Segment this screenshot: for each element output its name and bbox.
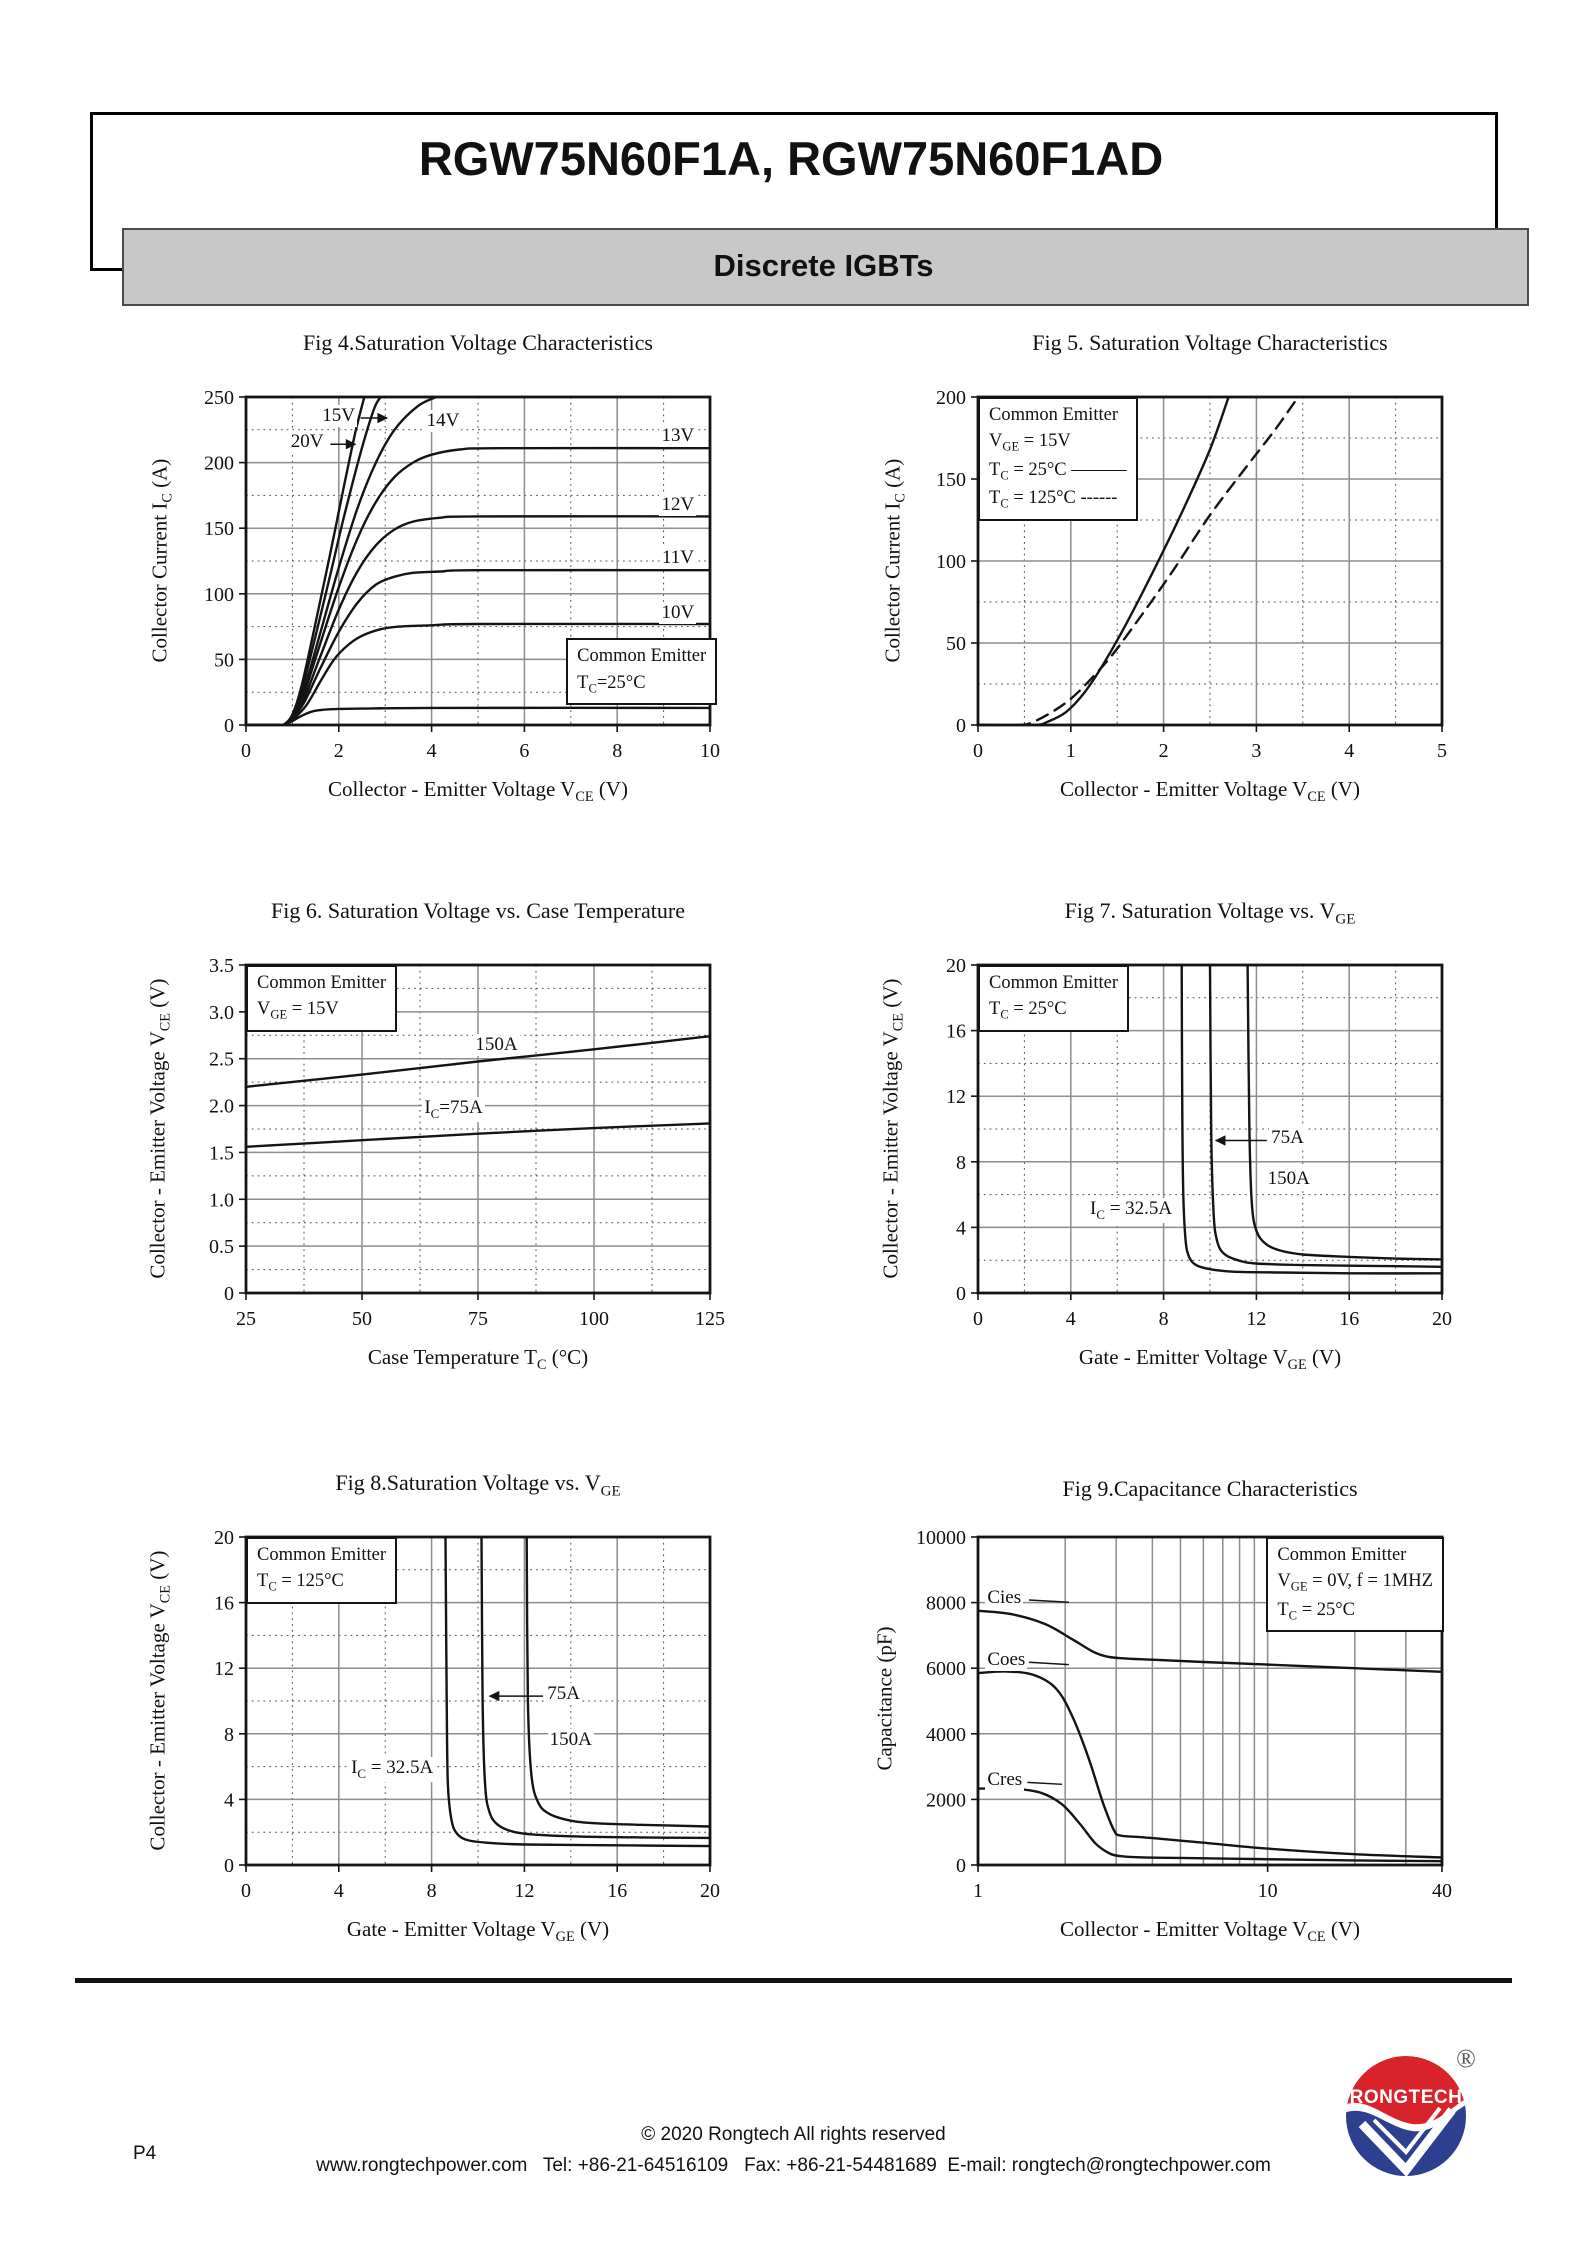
- x-tick-label: 10: [700, 740, 720, 762]
- fig8-title: Fig 8.Saturation Voltage vs. $V_{GE}$: [335, 1470, 621, 1500]
- x-tick-label: 1: [973, 1880, 983, 1902]
- copyright-line: © 2020 Rongtech All rights reserved: [641, 2124, 946, 2145]
- y-tick-label: 16: [214, 1592, 234, 1615]
- x-tick-label: 0: [973, 1308, 983, 1330]
- y-tick-label: 3.0: [209, 1001, 234, 1024]
- y-tick-label: 20: [946, 955, 966, 977]
- x-tick-label: 125: [695, 1308, 725, 1330]
- legend-line: Common Emitter: [1277, 1545, 1407, 1565]
- arrowhead-icon: [377, 413, 388, 423]
- fig6-x-axis-label: Case Temperature $T_C$ (°C): [367, 1345, 589, 1374]
- curve-label: 15V: [322, 404, 355, 426]
- y-tick-label: 16: [946, 1020, 966, 1043]
- curve-label: 10V: [661, 601, 695, 623]
- y-tick-label: 0: [224, 1283, 234, 1305]
- legend-box: [978, 965, 1129, 1032]
- y-tick-label: 2.0: [209, 1095, 234, 1118]
- x-tick-label: 8: [1158, 1308, 1169, 1330]
- annotation-line: [1029, 1662, 1069, 1664]
- subtitle-text: Discrete IGBTs: [713, 248, 934, 283]
- y-tick-label: 0.5: [209, 1236, 234, 1259]
- series-VGE=14V: [246, 397, 436, 726]
- x-tick-label: 0: [973, 740, 983, 762]
- fig7-x-axis-label: Gate - Emitter Voltage $V_{GE}$ (V): [1078, 1345, 1342, 1374]
- logo-wordmark: RONGTECH: [1349, 2087, 1463, 2108]
- legend-line: Common Emitter: [257, 973, 386, 993]
- y-tick-label: 6000: [926, 1658, 966, 1681]
- legend-line: Common Emitter: [989, 973, 1118, 993]
- curve-label: $I_C = 32.5A$: [1090, 1198, 1173, 1222]
- x-tick-label: 20: [700, 1880, 720, 1902]
- y-tick-label: 4: [956, 1217, 966, 1240]
- legend-line: $T_C = 125^\circ C$ ------: [989, 488, 1118, 512]
- curve-label: Coes: [987, 1649, 1026, 1671]
- y-tick-label: 4: [224, 1789, 234, 1812]
- fig6-title: Fig 6. Saturation Voltage vs. Case Temperature: [271, 898, 685, 923]
- y-tick-label: 150: [204, 518, 234, 541]
- legend-box: [246, 965, 397, 1032]
- x-tick-label: 100: [579, 1308, 609, 1330]
- y-tick-label: 0: [956, 715, 966, 737]
- legend-line: Common Emitter: [577, 646, 707, 667]
- fig8-y-axis-label: Collector - Emitter Voltage $V_{CE}$ (V): [145, 1550, 174, 1851]
- y-tick-label: 4000: [926, 1723, 966, 1746]
- series-IC=150A: [527, 1537, 710, 1827]
- x-tick-label: 3: [1251, 740, 1262, 762]
- fig8-x-axis-label: Gate - Emitter Voltage $V_{GE}$ (V): [346, 1917, 610, 1946]
- fig5-x-axis-label: Collector - Emitter Voltage $V_{CE}$ (V): [1060, 777, 1360, 806]
- annotation-line: [1027, 1782, 1062, 1784]
- legend-box: [566, 638, 717, 705]
- legend-box: [246, 1537, 397, 1604]
- y-tick-label: 0: [224, 1855, 234, 1877]
- y-tick-label: 1.5: [209, 1142, 234, 1165]
- x-tick-label: 16: [607, 1880, 628, 1902]
- legend-line: $V_{GE} = 15V$: [257, 999, 339, 1022]
- curve-label: Cies: [987, 1586, 1022, 1608]
- x-tick-label: 5: [1437, 740, 1447, 762]
- x-tick-label: 0: [241, 740, 251, 762]
- curve-label: 150A: [549, 1729, 592, 1750]
- curve-label: 75A: [547, 1683, 580, 1705]
- x-tick-label: 4: [426, 740, 437, 762]
- part-number-title: RGW75N60F1A, RGW75N60F1AD: [418, 132, 1164, 185]
- y-tick-label: 50: [214, 649, 234, 672]
- x-tick-label: 8: [426, 1880, 437, 1902]
- y-tick-label: 10000: [916, 1527, 966, 1549]
- x-tick-label: 75: [468, 1308, 488, 1330]
- y-tick-label: 20: [214, 1527, 234, 1549]
- arrowhead-icon: [489, 1691, 500, 1701]
- fig9-y-axis-label: Capacitance (pF): [872, 1626, 897, 1771]
- fig4-y-axis-label: Collector Current $I_C$ (A): [147, 458, 176, 663]
- rongtech-logo: [1338, 2044, 1488, 2194]
- x-tick-label: 12: [514, 1880, 535, 1902]
- legend-line: $T_C = 25^\circ C$: [989, 999, 1067, 1022]
- legend-box: [1266, 1537, 1444, 1632]
- curve-label: $I_C=75A$: [424, 1097, 483, 1122]
- legend-line: $T_C=25^\circ C$: [577, 672, 646, 696]
- y-tick-label: 0: [224, 715, 234, 737]
- y-tick-label: 100: [936, 551, 966, 573]
- series-IC=75A: [482, 1537, 711, 1838]
- y-tick-label: 200: [204, 452, 234, 475]
- y-tick-label: 12: [946, 1086, 966, 1109]
- curve-label: 12V: [661, 494, 695, 516]
- y-tick-label: 2.5: [209, 1048, 234, 1071]
- x-tick-label: 2: [1158, 740, 1169, 762]
- fig4-x-axis-label: Collector - Emitter Voltage $V_{CE}$ (V): [328, 777, 628, 806]
- series-IC=75A: [1210, 965, 1442, 1267]
- legend-line: $T_C = 125^\circ C$: [257, 1571, 344, 1594]
- page-number: P4: [133, 2143, 157, 2164]
- legend-box: [978, 397, 1138, 521]
- legend-line: $T_C = 25^\circ C$: [1277, 1599, 1355, 1623]
- curve-label: 150A: [1267, 1168, 1310, 1190]
- fig4-title: Fig 4.Saturation Voltage Characteristics: [303, 330, 653, 355]
- x-tick-label: 2: [333, 740, 344, 762]
- x-tick-label: 4: [1344, 740, 1355, 762]
- x-tick-label: 8: [612, 740, 623, 762]
- legend-line: Common Emitter: [257, 1545, 386, 1565]
- footer-rule: [75, 1978, 1512, 1983]
- x-tick-label: 50: [352, 1308, 372, 1330]
- x-tick-label: 10: [1257, 1880, 1278, 1902]
- curve-label: 11V: [661, 546, 694, 568]
- curve-label: 14V: [426, 410, 460, 432]
- y-tick-label: 2000: [926, 1789, 966, 1812]
- legend-line: $V_{GE} = 15V$: [989, 431, 1071, 454]
- y-tick-label: 200: [936, 387, 966, 409]
- series-Coes: [978, 1671, 1442, 1857]
- curve-label: 20V: [290, 431, 324, 453]
- fig9-title: Fig 9.Capacitance Characteristics: [1062, 1476, 1358, 1501]
- legend-line: $T_C = 25^\circ C$ ———: [989, 459, 1127, 483]
- curve-label: 13V: [661, 424, 695, 446]
- fig5-title: Fig 5. Saturation Voltage Characteristics: [1032, 330, 1388, 355]
- x-tick-label: 4: [333, 1880, 344, 1902]
- y-tick-label: 8000: [926, 1592, 966, 1615]
- curve-label: 75A: [1271, 1127, 1304, 1149]
- x-tick-label: 25: [236, 1308, 256, 1330]
- series-IC=150A: [1248, 965, 1442, 1259]
- y-tick-label: 8: [224, 1723, 234, 1746]
- x-tick-label: 20: [1432, 1308, 1452, 1330]
- fig5-y-axis-label: Collector Current $I_C$ (A): [880, 458, 909, 663]
- fig6-y-axis-label: Collector - Emitter Voltage $V_{CE}$ (V): [145, 978, 174, 1279]
- arrowhead-icon: [1215, 1135, 1226, 1145]
- curve-label: $I_C = 32.5A$: [351, 1756, 434, 1781]
- y-tick-label: 3.5: [209, 955, 234, 977]
- fig4-plot: [166, 377, 740, 777]
- y-tick-label: 150: [936, 469, 966, 491]
- y-tick-label: 250: [204, 387, 234, 409]
- y-tick-label: 1.0: [209, 1189, 234, 1212]
- registered-mark: ®: [1456, 2044, 1476, 2073]
- contact-line: www.rongtechpower.com Tel: +86-21-64516109 Fax: +86-21-54481689 E-mail: rongtech@rongtechpower.com: [316, 2155, 1271, 2176]
- x-tick-label: 6: [519, 740, 530, 762]
- x-tick-label: 4: [1065, 1308, 1076, 1330]
- curve-label: Cres: [987, 1769, 1023, 1791]
- fig7-title: Fig 7. Saturation Voltage vs. $V_{GE}$: [1064, 898, 1356, 928]
- fig7-y-axis-label: Collector - Emitter Voltage $V_{CE}$ (V): [878, 978, 907, 1279]
- legend-line: Common Emitter: [989, 405, 1118, 425]
- curve-label: 150A: [475, 1034, 518, 1056]
- x-tick-label: 16: [1339, 1308, 1360, 1330]
- x-tick-label: 1: [1065, 740, 1076, 762]
- y-tick-label: 50: [946, 633, 966, 655]
- y-tick-label: 0: [956, 1283, 966, 1305]
- legend-line: $V_{GE} = 0V$, f = 1MHZ: [1277, 1571, 1433, 1594]
- fig9-x-axis-label: Collector - Emitter Voltage $V_{CE}$ (V): [1060, 1917, 1360, 1946]
- y-tick-label: 12: [214, 1658, 234, 1681]
- y-tick-label: 100: [204, 583, 234, 606]
- y-tick-label: 8: [956, 1151, 966, 1174]
- x-tick-label: 12: [1246, 1308, 1267, 1330]
- x-tick-label: 40: [1432, 1880, 1452, 1902]
- y-tick-label: 0: [956, 1855, 966, 1877]
- x-tick-label: 0: [241, 1880, 251, 1902]
